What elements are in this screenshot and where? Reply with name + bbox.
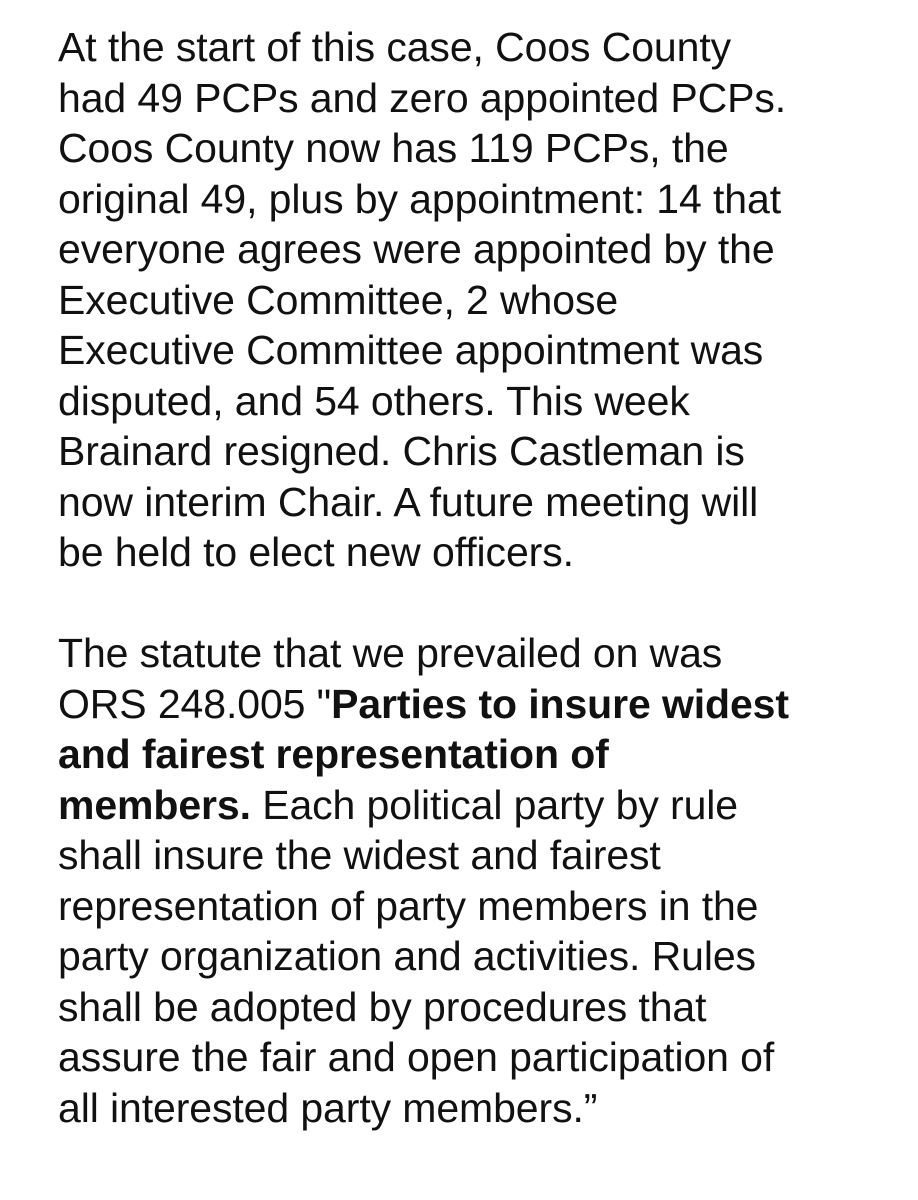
text-line: Brainard resigned. Chris Castleman is bbox=[58, 428, 745, 474]
document-page bbox=[58, 22, 903, 1133]
text-line: party organization and activities. Rules bbox=[58, 933, 756, 979]
text-line: At the start of this case, Coos County bbox=[58, 24, 732, 70]
statute-title-bold: Parties to insure widest bbox=[331, 680, 789, 727]
text-line bbox=[58, 780, 903, 831]
text-line: original 49, plus by appointment: 14 that bbox=[58, 175, 781, 222]
text-line: shall be adopted by procedures that bbox=[58, 983, 707, 1030]
text-line bbox=[58, 679, 903, 730]
paragraph-gap bbox=[58, 578, 903, 629]
text-line: all interested party members.” bbox=[58, 1084, 598, 1131]
text-line: shall insure the widest and fairest bbox=[58, 832, 661, 878]
statute-text: Each political party by rule bbox=[250, 781, 738, 828]
paragraph-pcp-status bbox=[58, 22, 903, 578]
text-line: representation of party members in the bbox=[58, 882, 759, 929]
text-line: Coos County now has 119 PCPs, the bbox=[58, 125, 729, 171]
statute-title-bold: and fairest representation of bbox=[58, 731, 609, 777]
text-line: everyone agrees were appointed by the bbox=[58, 226, 775, 272]
text-line: had 49 PCPs and zero appointed PCPs. bbox=[58, 74, 787, 121]
text-line: be held to elect new officers. bbox=[58, 529, 574, 575]
statute-title-bold: members. bbox=[58, 781, 251, 828]
paragraph-statute bbox=[58, 628, 903, 1133]
text-line: disputed, and 54 others. This week bbox=[58, 377, 690, 424]
text-line: The statute that we prevailed on was bbox=[58, 630, 723, 676]
text-line: Executive Committee, 2 whose bbox=[58, 276, 619, 323]
text-line: now interim Chair. A future meeting will bbox=[58, 478, 759, 525]
statute-citation: ORS 248.005 " bbox=[58, 680, 332, 727]
text-line: Executive Committee appointment was bbox=[58, 327, 764, 373]
text-line: assure the fair and open participation of bbox=[58, 1034, 775, 1080]
